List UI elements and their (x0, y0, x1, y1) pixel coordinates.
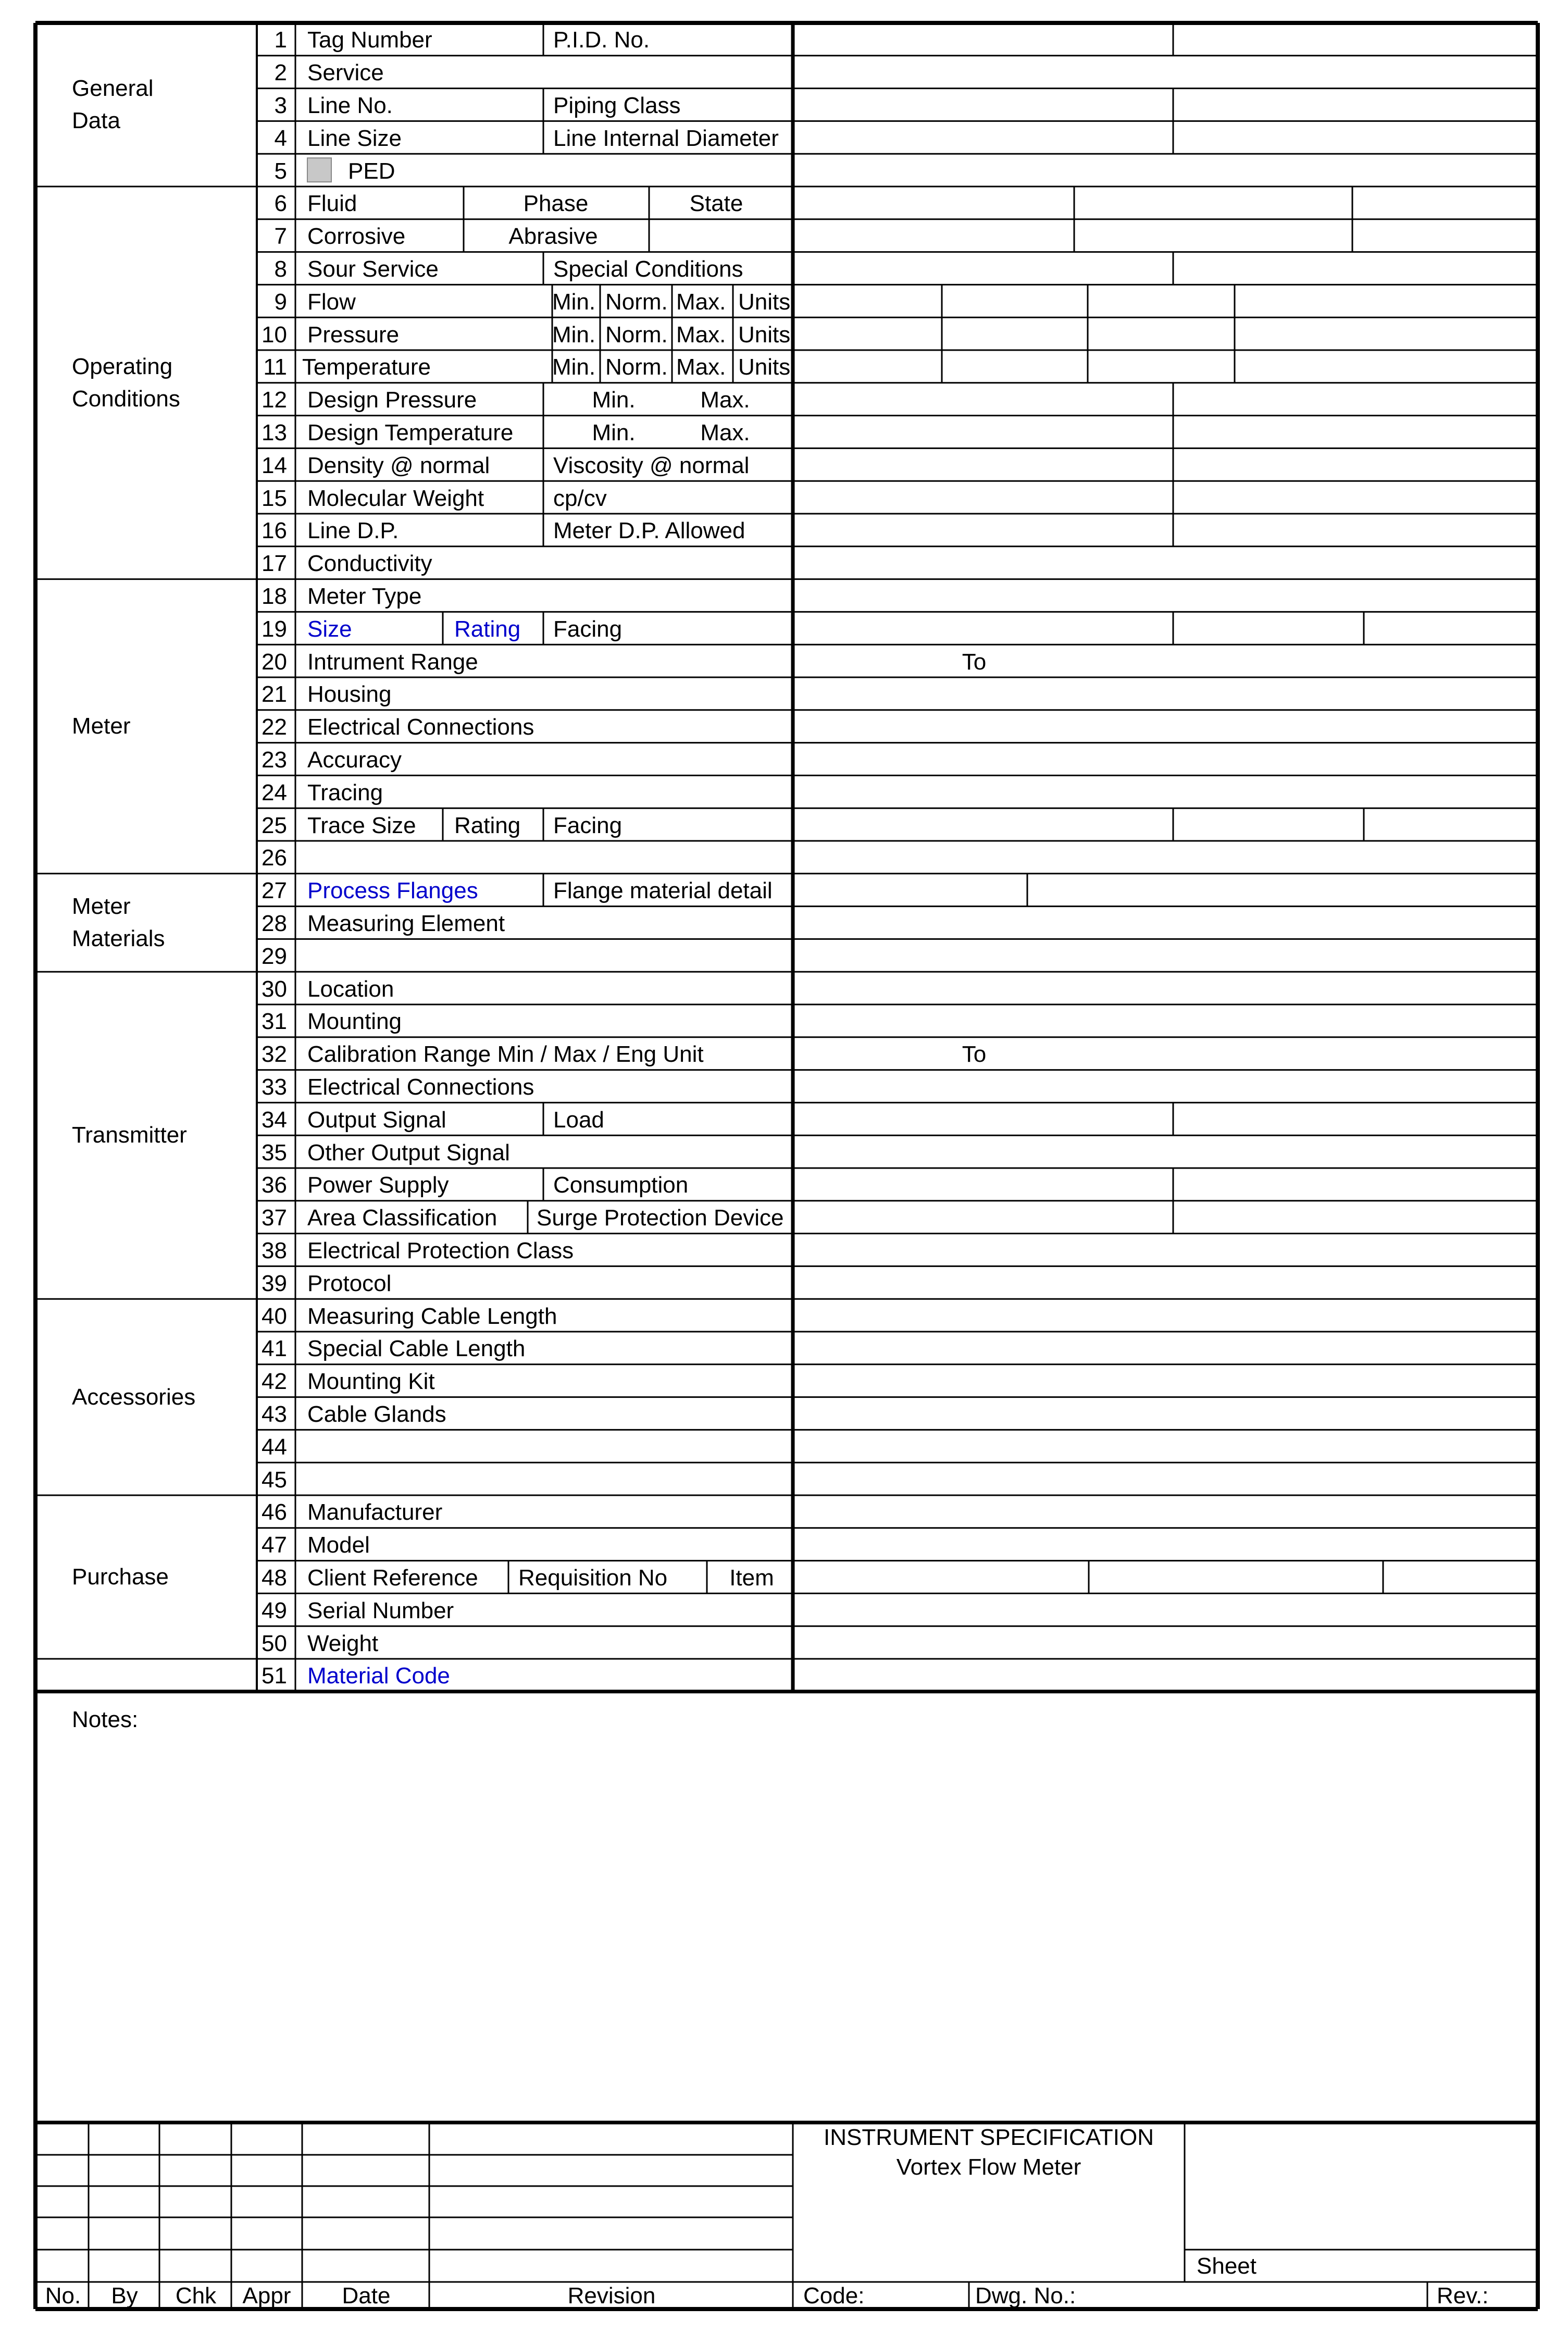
row-label: Service (307, 60, 384, 86)
row-number: 32 (262, 1041, 287, 1068)
section-label-meter-materials: Materials (72, 926, 165, 951)
row-label: Electrical Connections (307, 1074, 534, 1100)
section-label-general: General (72, 76, 154, 101)
row-number: 22 (262, 714, 287, 740)
row-number: 28 (262, 911, 287, 936)
row-label: Surge Protection Device (537, 1205, 784, 1231)
row-label: Max. (700, 420, 750, 445)
row-number: 25 (262, 812, 287, 838)
row-label: Power Supply (307, 1172, 449, 1198)
row-number: 19 (262, 616, 287, 642)
row-number: 30 (262, 976, 287, 1002)
revision-label: Rev.: (1437, 2283, 1489, 2309)
spec-subtitle: Vortex Flow Meter (896, 2154, 1081, 2180)
spec-title: INSTRUMENT SPECIFICATION (824, 2125, 1154, 2150)
row-number: 39 (262, 1270, 287, 1296)
revision-header: Chk (175, 2283, 217, 2309)
section-label-meter-materials: Meter (72, 894, 131, 919)
row-label: Max. (676, 289, 726, 315)
row-label: Norm. (605, 354, 668, 380)
row-label: Abrasive (508, 224, 598, 250)
row-label: cp/cv (553, 485, 607, 511)
row-label: Meter Type (307, 584, 422, 609)
row-number: 15 (262, 485, 287, 511)
row-number: 35 (262, 1139, 287, 1165)
section-label-purchase: Purchase (72, 1564, 169, 1590)
section-label-operating: Operating (72, 353, 173, 379)
row-number: 43 (262, 1401, 287, 1427)
row-label: Temperature (302, 354, 431, 380)
row-number: 45 (262, 1467, 287, 1493)
revision-header: No. (45, 2283, 81, 2309)
row-label: Serial Number (307, 1597, 454, 1623)
notes-label: Notes: (72, 1706, 139, 1732)
row-number: 14 (262, 452, 287, 478)
row-label: Max. (700, 387, 750, 413)
row-number: 9 (274, 289, 287, 315)
section-label-meter: Meter (72, 713, 131, 739)
row-label: Fluid (307, 191, 357, 217)
row-number: 20 (262, 649, 287, 675)
row-label: Max. (676, 354, 726, 380)
row-label: Mounting (307, 1009, 402, 1035)
row-number: 1 (274, 27, 287, 53)
row-label: P.I.D. No. (553, 27, 650, 53)
row-label: Conductivity (307, 551, 432, 577)
row-label: Molecular Weight (307, 485, 484, 511)
row-label: Min. (552, 354, 596, 380)
row-label: Line No. (307, 93, 393, 118)
row-label: Electrical Protection Class (307, 1238, 574, 1263)
row-number: 5 (274, 158, 287, 184)
row-number: 11 (263, 354, 287, 380)
row-number: 44 (262, 1434, 287, 1460)
row-number: 31 (262, 1009, 287, 1035)
drawing-number-label: Dwg. No.: (975, 2283, 1076, 2309)
row-label: Accuracy (307, 747, 402, 773)
row-number: 34 (262, 1107, 287, 1133)
row-number: 26 (262, 845, 287, 871)
row-label: Mounting Kit (307, 1369, 435, 1395)
row-label: Units (738, 289, 791, 315)
row-label: Client Reference (307, 1565, 478, 1591)
row-label: Piping Class (553, 93, 681, 118)
row-label: Min. (592, 420, 636, 445)
row-label: Weight (307, 1630, 379, 1656)
row-number: 16 (262, 518, 287, 544)
row-label: Protocol (307, 1270, 392, 1296)
row-label: Corrosive (307, 224, 406, 250)
code-label: Code: (803, 2283, 865, 2309)
row-label: Other Output Signal (307, 1139, 510, 1165)
sheet-label: Sheet (1197, 2253, 1256, 2279)
row-label: Location (307, 976, 394, 1002)
row-label: Max. (676, 321, 726, 348)
row-label: Item (729, 1565, 774, 1591)
revision-header: Date (342, 2283, 391, 2309)
row-label: Design Temperature (307, 420, 514, 445)
row-number: 46 (262, 1499, 287, 1525)
row-label: Norm. (605, 321, 668, 348)
section-label-transmitter: Transmitter (72, 1122, 187, 1148)
row-number: 33 (262, 1074, 287, 1100)
row-label: Min. (592, 387, 636, 413)
row-label: Min. (552, 289, 596, 315)
ped-checkbox[interactable] (307, 158, 331, 182)
row-label: Tracing (307, 779, 383, 805)
row-number: 12 (262, 387, 287, 413)
row-label: PED (348, 158, 395, 184)
row-number: 7 (274, 224, 287, 250)
row-label: Process Flanges (307, 878, 478, 904)
row-label: Housing (307, 681, 392, 708)
row-label: Design Pressure (307, 387, 477, 413)
revision-header: By (111, 2283, 138, 2309)
row-number: 10 (262, 321, 287, 348)
row-number: 13 (262, 420, 287, 445)
row-number: 3 (274, 93, 287, 118)
row-label: Units (738, 354, 791, 380)
row-label: Size (307, 616, 352, 642)
row-label: Measuring Element (307, 911, 505, 936)
row-number: 40 (262, 1303, 287, 1329)
row-label: Units (738, 321, 791, 348)
revision-header: Revision (567, 2283, 656, 2309)
row-label: Line Size (307, 125, 402, 151)
row-label: Intrument Range (307, 649, 478, 675)
section-label-accessories: Accessories (72, 1384, 196, 1410)
row-number: 8 (274, 256, 287, 282)
row-label: Viscosity @ normal (553, 452, 750, 478)
row-number: 41 (262, 1336, 287, 1362)
row-label: Requisition No (518, 1565, 668, 1591)
row-label: Output Signal (307, 1107, 446, 1133)
revision-header: Appr (242, 2283, 291, 2309)
row-label: Density @ normal (307, 452, 490, 478)
row-label: Phase (523, 191, 589, 217)
row-number: 24 (262, 779, 287, 805)
row-label: Min. (552, 321, 596, 348)
section-label-general: Data (72, 108, 120, 133)
row-number: 49 (262, 1597, 287, 1623)
row-label: Facing (553, 812, 623, 838)
section-label-operating: Conditions (72, 386, 180, 412)
row-label: Trace Size (307, 812, 416, 838)
row-label: Consumption (553, 1172, 689, 1198)
row-label: Flange material detail (553, 878, 773, 904)
row-label: Area Classification (307, 1205, 497, 1231)
row-label: Manufacturer (307, 1499, 443, 1525)
row-label: Electrical Connections (307, 714, 534, 740)
row-label: Flow (307, 289, 356, 315)
row-label: Special Cable Length (307, 1336, 526, 1362)
row-label: Rating (454, 812, 521, 838)
row-number: 18 (262, 584, 287, 609)
row-number: 4 (274, 125, 287, 151)
row-label: Calibration Range Min / Max / Eng Unit (307, 1041, 704, 1068)
row-number: 38 (262, 1238, 287, 1263)
row-label: Meter D.P. Allowed (553, 518, 745, 544)
row-number: 50 (262, 1630, 287, 1656)
row-label: Sour Service (307, 256, 439, 282)
row-number: 48 (262, 1565, 287, 1591)
row-number: 27 (262, 878, 287, 904)
row-number: 36 (262, 1172, 287, 1198)
row-label: Norm. (605, 289, 668, 315)
row-label: Special Conditions (553, 256, 743, 282)
row-number: 37 (262, 1205, 287, 1231)
row-label: Measuring Cable Length (307, 1303, 557, 1329)
row-label: Cable Glands (307, 1401, 446, 1427)
row-number: 42 (262, 1369, 287, 1395)
row-label: Facing (553, 616, 623, 642)
row-number: 47 (262, 1532, 287, 1558)
row-number: 17 (262, 551, 287, 577)
row-number: 2 (274, 60, 287, 86)
row-number: 51 (262, 1663, 287, 1689)
row-label: Line D.P. (307, 518, 399, 544)
row-number: 21 (262, 681, 287, 708)
row-label: Line Internal Diameter (553, 125, 779, 151)
range-to-label: To (962, 1041, 987, 1068)
row-label: Load (553, 1107, 604, 1133)
row-label: Pressure (307, 321, 400, 348)
row-label: Model (307, 1532, 370, 1558)
row-number: 23 (262, 747, 287, 773)
row-label: Material Code (307, 1663, 450, 1689)
range-to-label: To (962, 649, 987, 675)
row-label: State (689, 191, 743, 217)
row-label: Tag Number (307, 27, 432, 53)
row-number: 6 (274, 191, 287, 217)
row-label: Rating (454, 616, 521, 642)
row-number: 29 (262, 943, 287, 969)
